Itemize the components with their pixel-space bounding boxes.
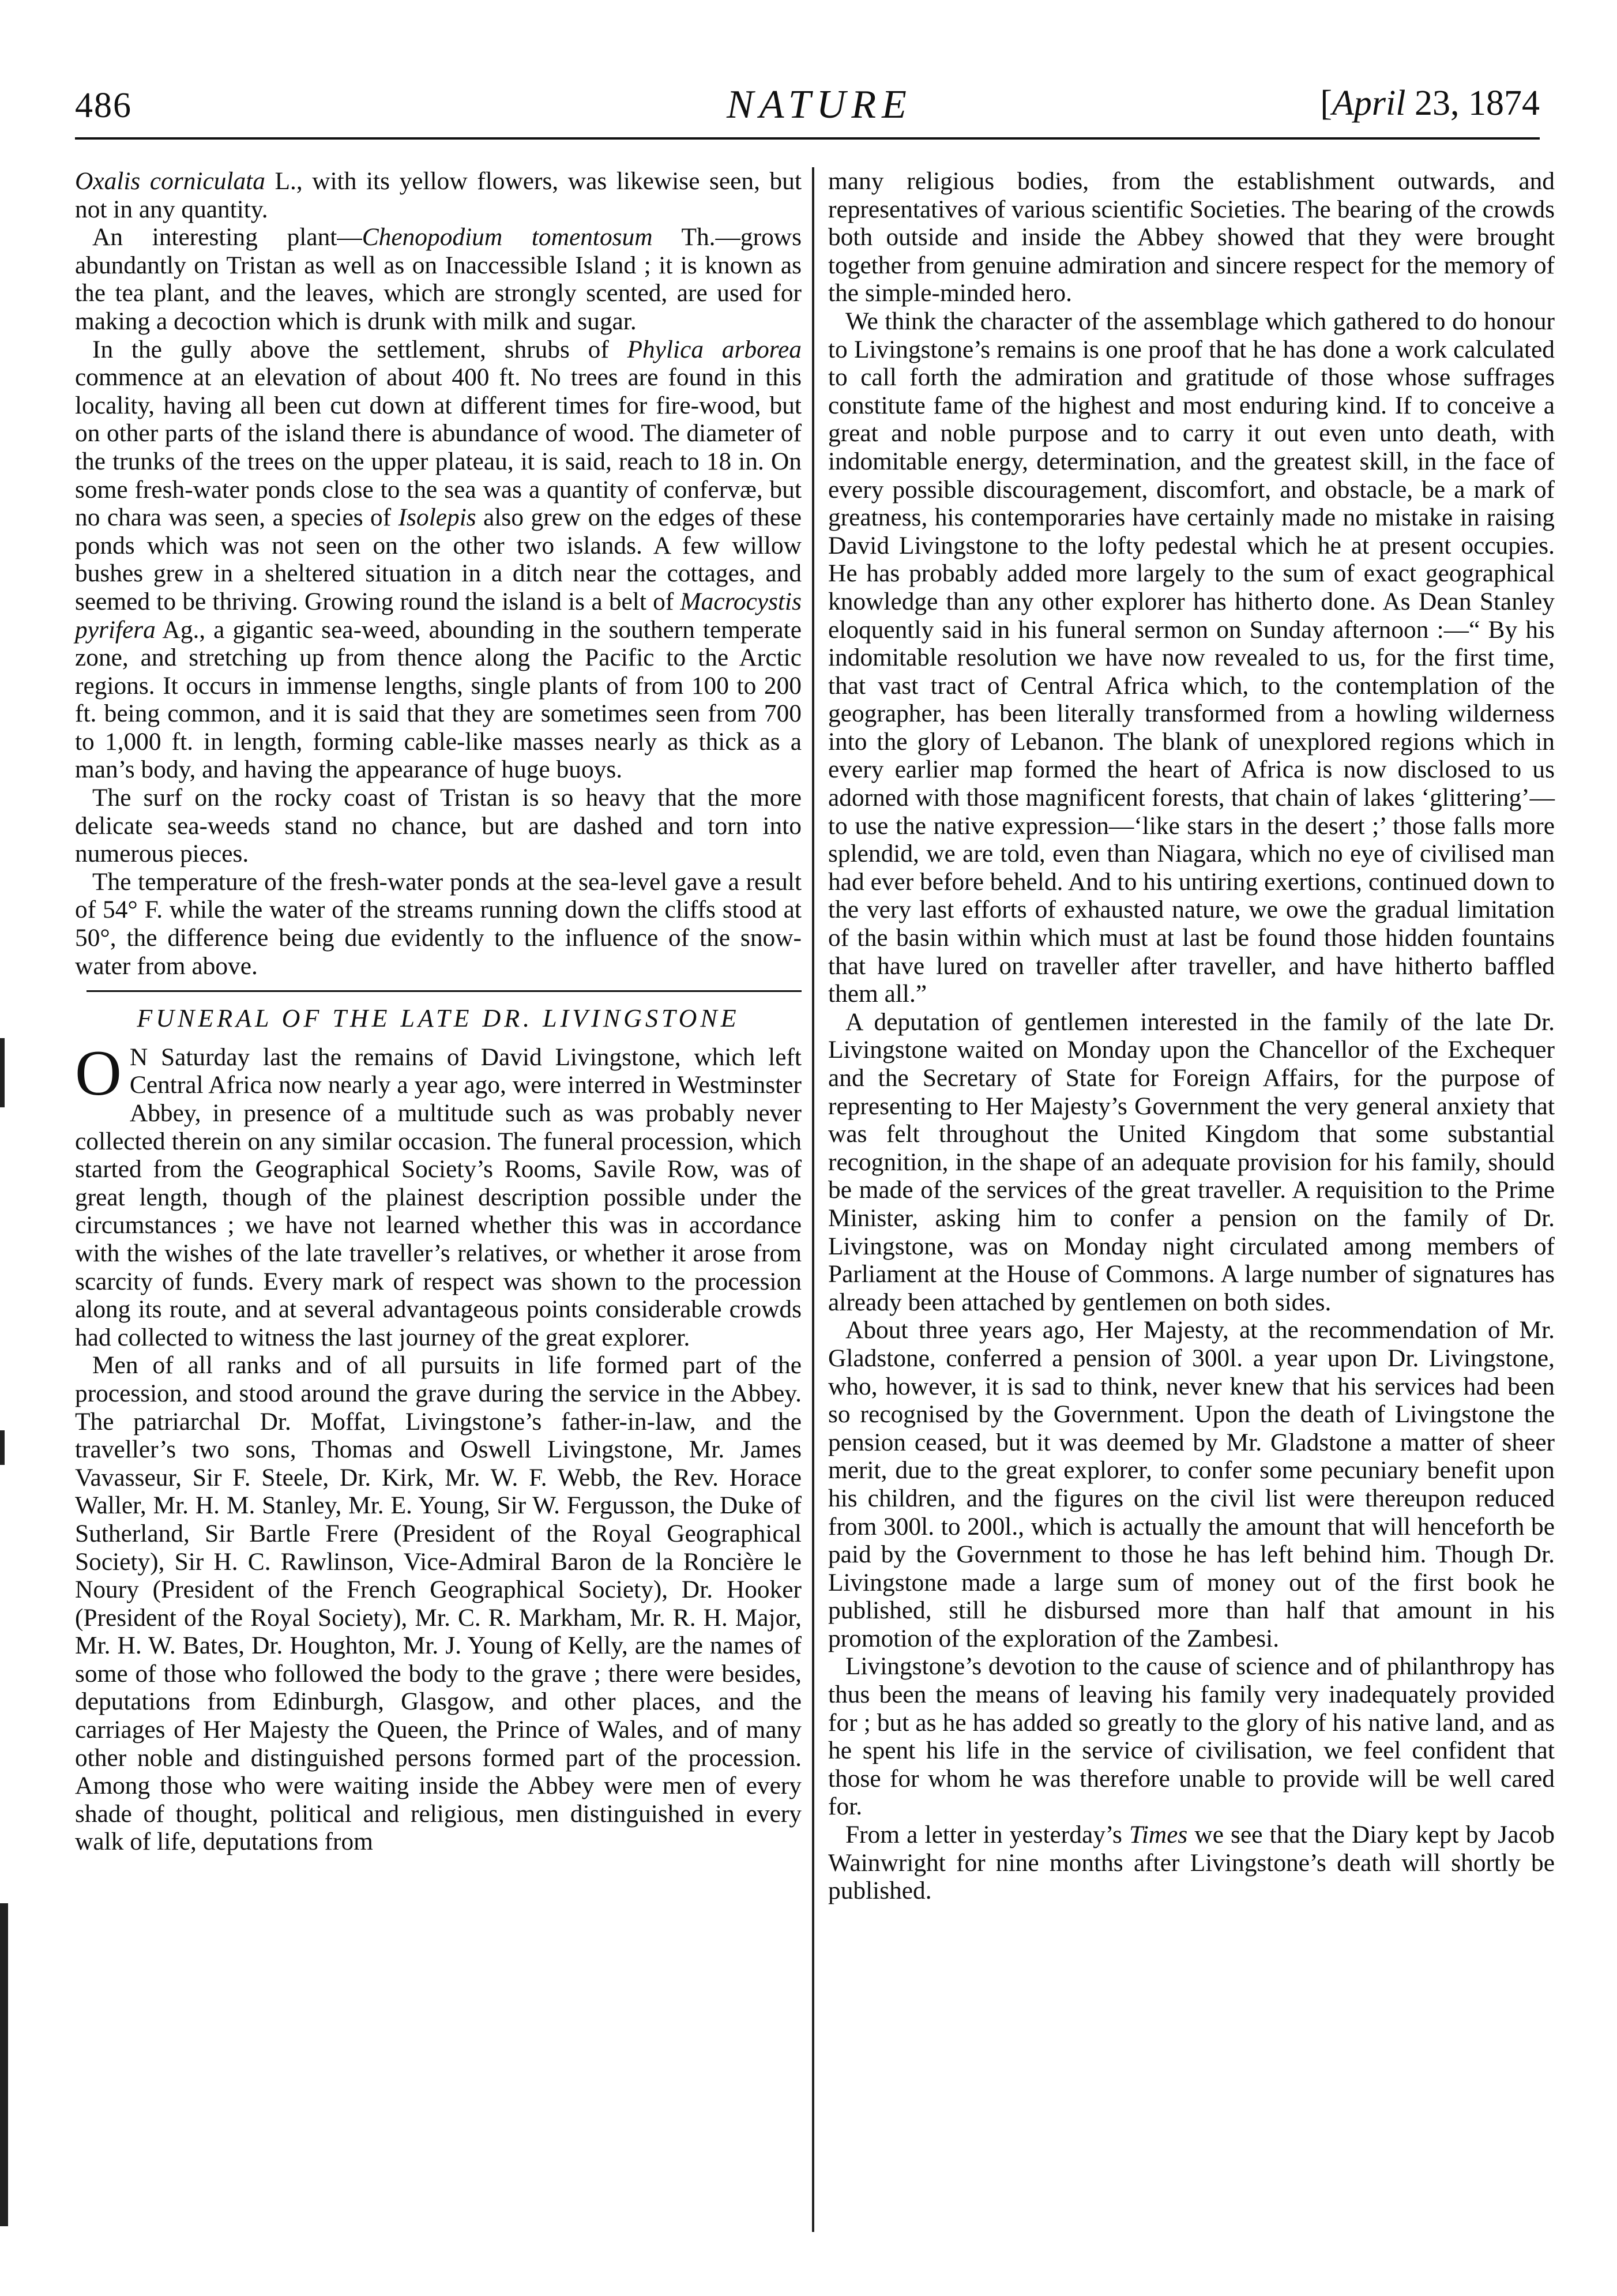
paragraph-chenopodium: [75, 223, 802, 335]
header-rule: [75, 137, 1540, 140]
species-name: Chenopodium tomentosum: [362, 223, 653, 251]
paragraph-text: From a letter in yesterday’s: [845, 1821, 1129, 1849]
paragraph-assemblage: We think the character of the assemblage which gathered to do honour to Livingstone’s remains is one proof that he has done a work calculated to call forth the admiration and gratitude of those whose suffrages constitute fame of the highest and most enduring kind. If to conceive a great and noble purpose and to carry it out even unto death, with indomitable energy, determination, and the greatest skill, in the face of every possible discouragement, discomfort, and obstacle, be a mark of greatness, his contemporaries have certainly made no mistake in raising David Livingstone to the lofty pedestal which he at present occupies. He has probably added more largely to the sum of exact geographical knowledge than any other explorer has hitherto done. As Dean Stanley eloquently said in his funeral sermon on Sunday afternoon :—“ By his indomitable resolution we have now revealed to us, for the first time, that vast tract of Central Africa which, to the contemplation of the geographer, has been literally transformed from a howling wilderness into the glory of Lebanon. The blank of unexplored regions which in every earlier map formed the heart of Africa is now disclosed to us adorned with those magnificent forests, that chain of lakes ‘glittering’—to use the native expression—‘like stars in the desert ;’ those falls more splendid, we are told, even than Niagara, which no eye of civilised man had ever before beheld. And to his untiring exertions, continued down to the very last efforts of exhausted nature, we owe the gradual limitation of the basin within which must at last be found those hidden fountains that have lured on traveller after traveller, and have hitherto baffled them all.”: [828, 307, 1555, 1008]
left-column: [75, 167, 802, 1856]
species-name: Isolepis: [398, 503, 476, 532]
issue-date-rest: 23, 1874: [1405, 84, 1540, 123]
paragraph-text: N Saturday last the remains of David Livingstone, which left Central Africa now nearly a year ago, were interred in Westminster Abbey, in presence of a multitude such as was probably never collected therein on any similar occasion. The funeral procession, which started from the Geographical Society’s Rooms, Savile Row, was of great length, though of the plainest description possible under the circumstances ; we have not learned whether this was in accordance with the wishes of the late traveller’s relatives, or whether it arose from scarcity of funds. Every mark of respect was shown to the procession along its route, and at several advantageous points considerable crowds had collected to witness the last journey of the great explorer.: [75, 1043, 802, 1351]
paragraph-text: Ag., a gigantic sea-weed, abounding in the southern temperate zone, and stretching up from thence along the Pacific to the Arctic regions. It occurs in immense lengths, single plants of from 100 to 200 ft. being common, and it is said that they are sometimes seen from 700 to 1,000 ft. in length, forming cable-like masses nearly as thick as a man’s body, and having the appearance of huge buoys.: [75, 615, 802, 784]
paragraph-text: In the gully above the settlement, shrubs of: [92, 335, 627, 363]
section-title: FUNERAL OF THE LATE DR. LIVINGSTONE: [137, 1004, 740, 1033]
issue-date-bracket: [: [1320, 84, 1333, 123]
paragraph-text: commence at an elevation of about 400 ft. No trees are found in this locality, having all been cut down at different times for fire-wood, but on other parts of the island there is abundance of wood. The diameter of the trunks of the trees on the upper plateau, it is said, reach to 18 in. On some fresh-water ponds close to the sea was a quantity of confervæ, but no chara was seen, a species of: [75, 363, 802, 532]
gutter-mark: [0, 1038, 5, 1107]
paragraph-saturday: [75, 1037, 802, 1352]
species-name: Oxalis corniculata: [75, 167, 265, 195]
drop-cap: O: [75, 1037, 122, 1109]
gutter-mark: [0, 1903, 8, 2226]
page-number: 486: [75, 86, 132, 125]
species-name: Macrocystis pyrifera: [75, 587, 802, 644]
paragraph-devotion: Livingstone’s devotion to the cause of science and of philanthropy has thus been the means of leaving his family very inadequately provided for ; but as he has added so greatly to the glory of his native land, and as he spent his life in the service of civilisation, we feel confident that those for whom he was therefore unable to provide will be well cared for.: [828, 1652, 1555, 1821]
column-divider: [812, 167, 814, 2232]
paragraph-surf: The surf on the rocky coast of Tristan is so heavy that the more delicate sea-weeds stand no chance, but are dashed and torn into numerous pieces.: [75, 784, 802, 868]
right-column: [828, 167, 1555, 1905]
paragraph-text: we see that the Diary kept by Jacob Wainwright for nine months after Livingstone’s death will shortly be published.: [828, 1821, 1555, 1905]
gutter-mark: [0, 1430, 5, 1465]
paragraph-pension: About three years ago, Her Majesty, at the recommendation of Mr. Gladstone, conferred a pension of 300l. a year upon Dr. Livingstone, who, however, it is sad to think, never knew that his services had been so recognised by the Government. Upon the death of Livingstone the pension ceased, but it was deemed by Mr. Gladstone a matter of sheer merit, due to the great explorer, to confer some pecuniary benefit upon his children, and the figures on the civil list were thereupon reduced from 300l. to 200l., which is actually the amount that will henceforth be paid by the Government to those he has left behind him. Though Dr. Livingstone made a large sum of money out of the first book he published, still he disbursed more than half that amount in his promotion of the exploration of the Zambesi.: [828, 1316, 1555, 1652]
species-name: Phylica arborea: [627, 335, 802, 363]
issue-date: [1320, 83, 1540, 124]
paragraph-deputation: A deputation of gentlemen interested in the family of the late Dr. Livingstone waited on Monday upon the Chancellor of the Exchequer and the Secretary of State for Foreign Affairs, for the purpose of representing to Her Majesty’s Government the very general anxiety that was felt throughout the United Kingdom that some substantial recognition, in the shape of an adequate provision for his family, should be made of the services of the great traveller. A requisition to the Prime Minister, asking him to confer a pension on the family of Dr. Livingstone, was on Monday night circulated among members of Parliament at the House of Commons. A large number of signatures has already been attached by gentlemen on both sides.: [828, 1008, 1555, 1316]
journal-title: NATURE: [727, 82, 912, 127]
section-rule: [87, 990, 802, 992]
paragraph-text: Th.—grows abundantly on Tristan as well as on Inaccessible Island ; it is known as the tea plant, and the leaves, which are strongly scented, are used for making a decoction which is drunk with milk and sugar.: [75, 223, 802, 335]
paragraph-diary: [828, 1821, 1555, 1905]
paragraph-men-of-all-ranks: Men of all ranks and of all pursuits in life formed part of the procession, and stood around the grave during the service in the Abbey. The patriarchal Dr. Moffat, Livingstone’s father-in-law, and the traveller’s two sons, Thomas and Oswell Livingstone, Mr. James Vavasseur, Sir F. Steele, Dr. Kirk, Mr. W. F. Webb, the Rev. Horace Waller, Mr. H. M. Stanley, Mr. E. Young, Sir W. Fergusson, the Duke of Sutherland, Sir Bartle Frere (President of the Royal Geographical Society), Sir H. C. Rawlinson, Vice-Admiral Baron de la Roncière le Noury (President of the French Geographical Society), Dr. Hooker (President of the Royal Society), Mr. C. R. Markham, Mr. R. H. Major, Mr. H. W. Bates, Dr. Houghton, Mr. J. Young of Kelly, are the names of some of those who followed the body to the grave ; there were besides, deputations from Edinburgh, Glasgow, and other places, and the carriages of Her Majesty the Queen, the Prince of Wales, and of many other noble and distinguished persons formed part of the procession. Among those who were waiting inside the Abbey were men of every shade of thought, political and religious, men distinguished in every walk of life, deputations from: [75, 1351, 802, 1856]
paragraph-oxalis: [75, 167, 802, 223]
newspaper-name: Times: [1129, 1821, 1188, 1849]
paragraph-religious-bodies: many religious bodies, from the establishment outwards, and representatives of various scientific Societies. The bearing of the crowds both outside and inside the Abbey showed that they were brought together from genuine admiration and sincere respect for the memory of the simple-minded hero.: [828, 167, 1555, 307]
paragraph-temperature: The temperature of the fresh-water ponds at the sea-level gave a result of 54° F. while the water of the streams running down the cliffs stood at 50°, the difference being due evidently to the influence of the snow-water from above.: [75, 867, 802, 980]
issue-date-month: April: [1332, 84, 1406, 123]
paragraph-text: L., with its yellow flowers, was likewise seen, but not in any quantity.: [75, 167, 802, 223]
paragraph-text: An interesting plant—: [92, 223, 362, 251]
paragraph-gully: [75, 336, 802, 784]
paragraph-text: also grew on the edges of these ponds which was not seen on the other two islands. A few willow bushes grew in a sheltered situation in a ditch near the cottages, and seemed to be thriving. Growing round the island is a belt of: [75, 503, 802, 615]
